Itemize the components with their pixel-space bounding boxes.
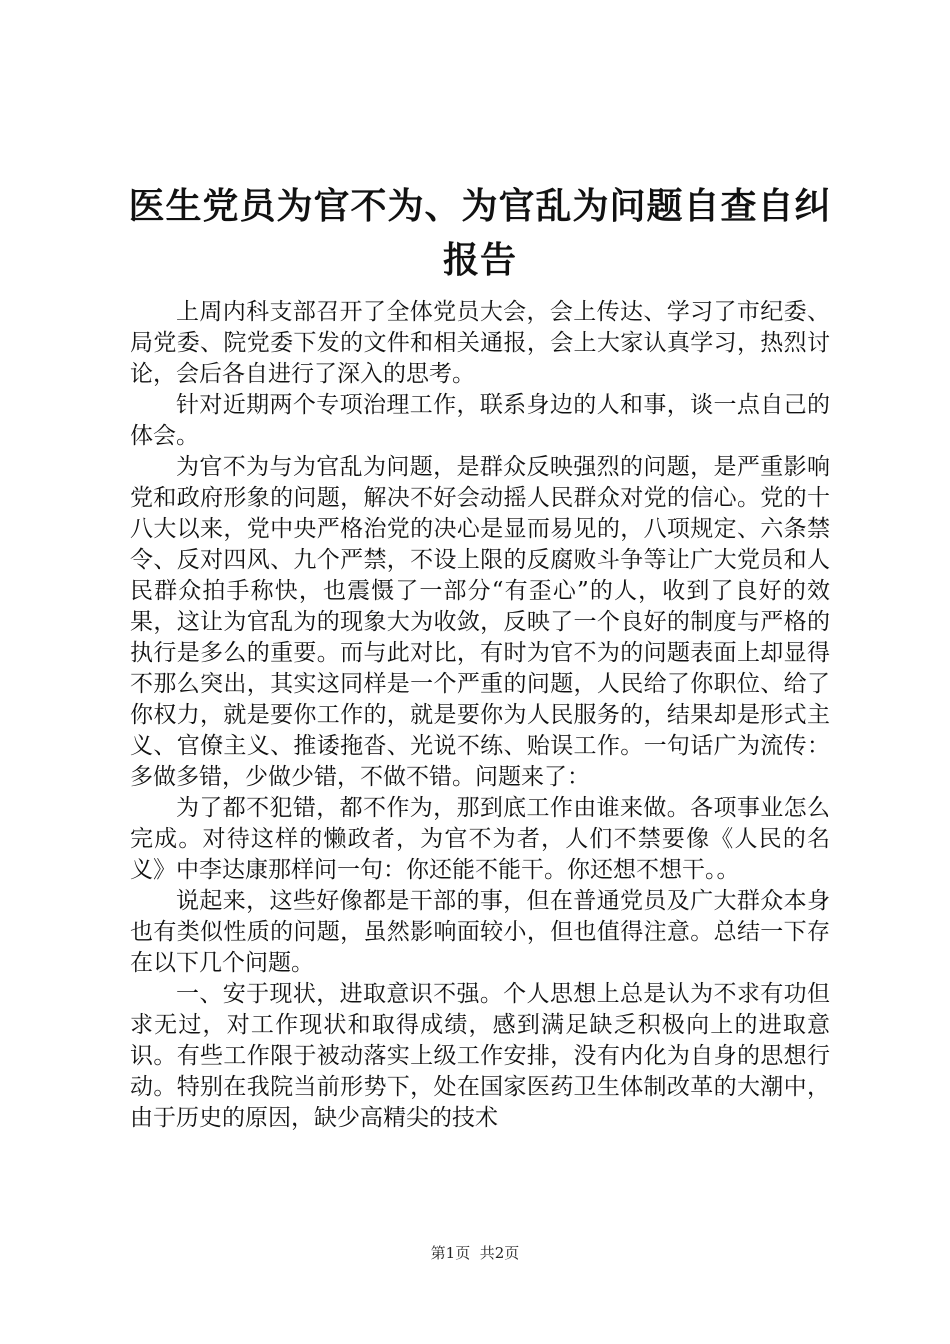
page-footer [0, 1243, 950, 1263]
document-title: 医生党员为官不为、为官乱为问题自查自纠报告 [128, 186, 832, 281]
page-total: 共2页 [479, 1244, 520, 1262]
paragraph: 为了都不犯错，都不作为，那到底工作由谁来做。各项事业怎么完成。对待这样的懒政者，为官不为者，人们不禁要像《人民的名义》中李达康那样问一句：你还能不能干。你还想不想干。。 [130, 795, 830, 883]
paragraph: 针对近期两个专项治理工作，联系身边的人和事，谈一点自己的体会。 [130, 392, 830, 449]
document-body [130, 297, 830, 1134]
paragraph: 一、安于现状，进取意识不强。个人思想上总是认为不求有功但求无过，对工作现状和取得成绩，感到满足缺乏积极向上的进取意识。有些工作限于被动落实上级工作安排，没有内化为自身的思想行动。特别在我院当前形势下，处在国家医药卫生体制改革的大潮中，由于历史的原因，缺少高精尖的技术 [130, 981, 830, 1131]
paragraph: 说起来，这些好像都是干部的事，但在普通党员及广大群众本身也有类似性质的问题，虽然影响面较小，但也值得注意。总结一下存在以下几个问题。 [130, 888, 830, 976]
paragraph: 为官不为与为官乱为问题，是群众反映强烈的问题，是严重影响党和政府形象的问题，解决不好会动摇人民群众对党的信心。党的十八大以来，党中央严格治党的决心是显而易见的，八项规定、六条禁令、反对四风、九个严禁，不设上限的反腐败斗争等让广大党员和人民群众拍手称快，也震慑了一部分“有歪心”的人，收到了良好的效果，这让为官乱为的现象大为收敛，反映了一个良好的制度与严格的执行是多么的重要。而与此对比，有时为官不为的问题表面上却显得不那么突出，其实这同样是一个严重的问题，人民给了你职位、给了你权力，就是要你工作的，就是要你为人民服务的，结果却是形式主义、官僚主义、推诿拖沓、光说不练、贻误工作。一句话广为流传：多做多错，少做少错，不做不错。问题来了： [130, 454, 830, 790]
paragraph: 上周内科支部召开了全体党员大会，会上传达、学习了市纪委、局党委、院党委下发的文件和相关通报，会上大家认真学习，热烈讨论，会后各自进行了深入的思考。 [130, 299, 830, 387]
page-number: 第1页 [430, 1244, 471, 1262]
